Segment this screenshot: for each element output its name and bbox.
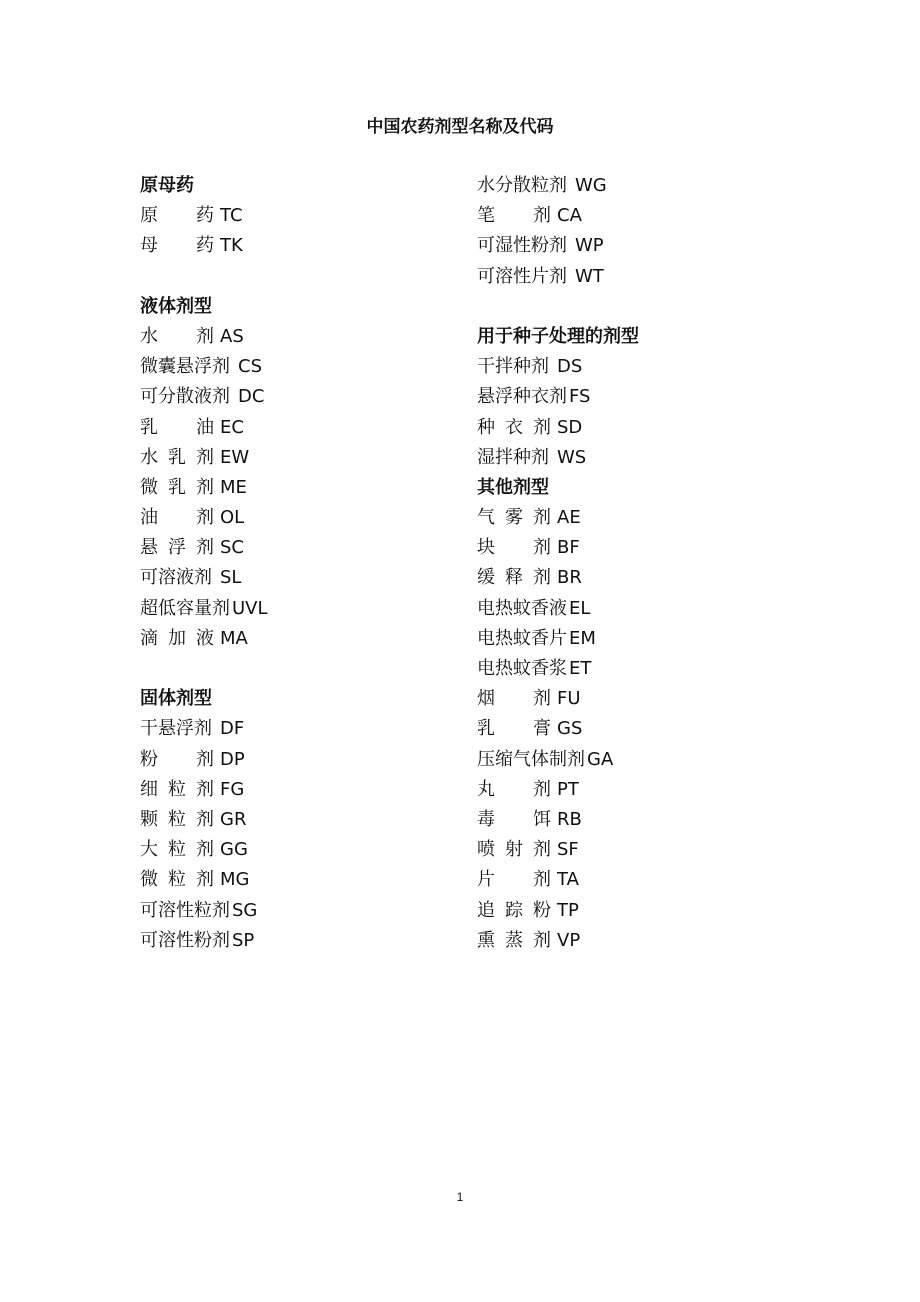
dosage-form-code: WS [557, 446, 587, 468]
dosage-form-name: 追 踪 粉 [477, 899, 551, 921]
dosage-form-name: 种 衣 剂 [477, 416, 551, 438]
dosage-form-name: 可湿性粉剂 [477, 235, 567, 257]
dosage-form-name: 熏 蒸 剂 [477, 929, 551, 951]
dosage-form-item [140, 231, 460, 261]
dosage-form-name: 可溶性粉剂 [140, 929, 230, 951]
dosage-form-code: RB [557, 808, 582, 830]
dosage-form-item [477, 352, 837, 382]
dosage-form-name: 块 剂 [477, 537, 551, 559]
dosage-form-code: DF [220, 718, 245, 740]
dosage-form-name: 气 雾 剂 [477, 507, 551, 529]
dosage-form-item [140, 624, 460, 654]
dosage-form-code: EC [220, 416, 244, 438]
dosage-form-code: UVL [232, 597, 268, 619]
dosage-form-code: SF [557, 839, 579, 861]
dosage-form-name: 干悬浮剂 [140, 718, 212, 740]
dosage-form-name: 可溶液剂 [140, 567, 212, 589]
dosage-form-name: 可溶性粒剂 [140, 899, 230, 921]
blank-line [140, 262, 460, 292]
dosage-form-name: 毒 饵 [477, 808, 551, 830]
dosage-form-code: EL [569, 597, 591, 619]
dosage-form-code: AE [557, 507, 581, 529]
section-heading: 液体剂型 [140, 295, 212, 317]
dosage-form-code: SP [232, 929, 255, 951]
dosage-form-code: BR [557, 567, 582, 589]
dosage-form-code: WP [575, 235, 604, 257]
left-column [140, 171, 460, 956]
dosage-form-item [477, 654, 837, 684]
dosage-form-code: MG [220, 869, 250, 891]
dosage-form-code: GG [220, 839, 248, 861]
dosage-form-code: TA [557, 869, 579, 891]
dosage-form-code: VP [557, 929, 581, 951]
section-heading: 固体剂型 [140, 688, 212, 710]
dosage-form-item [140, 473, 460, 503]
section-heading: 用于种子处理的剂型 [477, 325, 639, 347]
dosage-form-code: FG [220, 778, 245, 800]
dosage-form-name: 油 剂 [140, 507, 214, 529]
dosage-form-name: 喷 射 剂 [477, 839, 551, 861]
dosage-form-name: 微囊悬浮剂 [140, 356, 230, 378]
dosage-form-item [477, 594, 837, 624]
right-column [477, 171, 837, 956]
dosage-form-item [140, 533, 460, 563]
dosage-form-item [477, 503, 837, 533]
dosage-form-name: 笔 剂 [477, 205, 551, 227]
dosage-form-name: 滴 加 液 [140, 627, 214, 649]
dosage-form-item [140, 926, 460, 956]
dosage-form-name: 丸 剂 [477, 778, 551, 800]
dosage-form-name: 大 粒 剂 [140, 839, 214, 861]
dosage-form-name: 电热蚊香液 [477, 597, 567, 619]
dosage-form-item [477, 926, 837, 956]
dosage-form-item [140, 865, 460, 895]
dosage-form-name: 湿拌种剂 [477, 446, 549, 468]
dosage-form-item [140, 413, 460, 443]
dosage-form-code: PT [557, 778, 579, 800]
dosage-form-code: WT [575, 265, 604, 287]
dosage-form-code: WG [575, 175, 607, 196]
dosage-form-item [140, 503, 460, 533]
dosage-form-name: 水 乳 剂 [140, 446, 214, 468]
dosage-form-code: SG [232, 899, 258, 921]
dosage-form-item [477, 624, 837, 654]
dosage-form-code: GR [220, 808, 247, 830]
dosage-form-name: 原 药 [140, 205, 214, 227]
dosage-form-name: 母 药 [140, 235, 214, 257]
dosage-form-item [477, 563, 837, 593]
dosage-form-name: 干拌种剂 [477, 356, 549, 378]
dosage-form-item [140, 835, 460, 865]
dosage-form-name: 乳 膏 [477, 718, 551, 740]
dosage-form-code: CA [557, 205, 582, 227]
dosage-form-code: TC [220, 205, 243, 227]
dosage-form-item [477, 684, 837, 714]
dosage-form-name: 超低容量剂 [140, 597, 230, 619]
section-heading: 其他剂型 [477, 476, 549, 498]
dosage-form-name: 粉 剂 [140, 748, 214, 770]
dosage-form-item [140, 443, 460, 473]
dosage-form-item [477, 443, 837, 473]
dosage-form-item [477, 262, 837, 292]
dosage-form-item [140, 382, 460, 412]
dosage-form-code: EM [569, 627, 596, 649]
dosage-form-item [477, 835, 837, 865]
dosage-form-code: SL [220, 567, 242, 589]
dosage-form-item [477, 775, 837, 805]
dosage-form-code: ME [220, 476, 247, 498]
dosage-form-item [477, 805, 837, 835]
dosage-form-name: 烟 剂 [477, 688, 551, 710]
dosage-form-item [140, 714, 460, 744]
dosage-form-code: DS [557, 356, 583, 378]
dosage-form-name: 微 粒 剂 [140, 869, 214, 891]
dosage-form-code: DC [238, 386, 265, 408]
dosage-form-code: CS [238, 356, 262, 378]
blank-line [477, 292, 837, 322]
dosage-form-item [140, 805, 460, 835]
dosage-form-code: GA [587, 748, 614, 770]
dosage-form-code: GS [557, 718, 583, 740]
dosage-form-code: AS [220, 325, 244, 347]
dosage-form-item [477, 896, 837, 926]
dosage-form-code: OL [220, 507, 245, 529]
dosage-form-item [477, 231, 837, 261]
dosage-form-code: TP [557, 899, 579, 921]
dosage-form-item [477, 201, 837, 231]
dosage-form-item [140, 896, 460, 926]
dosage-form-name: 水 剂 [140, 325, 214, 347]
dosage-form-name: 乳 油 [140, 416, 214, 438]
dosage-form-item [140, 775, 460, 805]
dosage-form-name: 电热蚊香片 [477, 627, 567, 649]
dosage-form-item [140, 563, 460, 593]
dosage-form-item [477, 171, 837, 201]
dosage-form-name: 压缩气体制剂 [477, 748, 585, 770]
dosage-form-item [477, 382, 837, 412]
dosage-form-name: 电热蚊香浆 [477, 658, 567, 679]
dosage-form-name: 细 粒 剂 [140, 778, 214, 800]
dosage-form-item [140, 201, 460, 231]
dosage-form-name: 缓 释 剂 [477, 567, 551, 589]
dosage-form-item [477, 533, 837, 563]
dosage-form-item [477, 413, 837, 443]
dosage-form-code: DP [220, 748, 245, 770]
dosage-form-code: SD [557, 416, 583, 438]
dosage-form-item [140, 352, 460, 382]
dosage-form-item [140, 745, 460, 775]
dosage-form-name: 微 乳 剂 [140, 476, 214, 498]
page-number: 1 [456, 1190, 464, 1204]
dosage-form-name: 水分散粒剂 [477, 175, 567, 196]
dosage-form-name: 可溶性片剂 [477, 265, 567, 287]
dosage-form-name: 悬 浮 剂 [140, 537, 214, 559]
dosage-form-code: EW [220, 446, 250, 468]
dosage-form-code: MA [220, 627, 248, 649]
blank-line [140, 654, 460, 684]
dosage-form-item [140, 594, 460, 624]
dosage-form-code: ET [569, 658, 592, 679]
dosage-form-code: BF [557, 537, 580, 559]
section-heading: 原母药 [140, 175, 194, 196]
dosage-form-item [477, 714, 837, 744]
dosage-form-code: FS [569, 386, 591, 408]
dosage-form-code: FU [557, 688, 581, 710]
dosage-form-item [477, 865, 837, 895]
dosage-form-name: 悬浮种衣剂 [477, 386, 567, 408]
dosage-form-name: 可分散液剂 [140, 386, 230, 408]
dosage-form-item [477, 745, 837, 775]
dosage-form-name: 片 剂 [477, 869, 551, 891]
dosage-form-code: SC [220, 537, 244, 559]
dosage-form-name: 颗 粒 剂 [140, 808, 214, 830]
dosage-form-item [140, 322, 460, 352]
dosage-form-code: TK [220, 235, 243, 257]
page-title: 中国农药剂型名称及代码 [366, 117, 554, 137]
